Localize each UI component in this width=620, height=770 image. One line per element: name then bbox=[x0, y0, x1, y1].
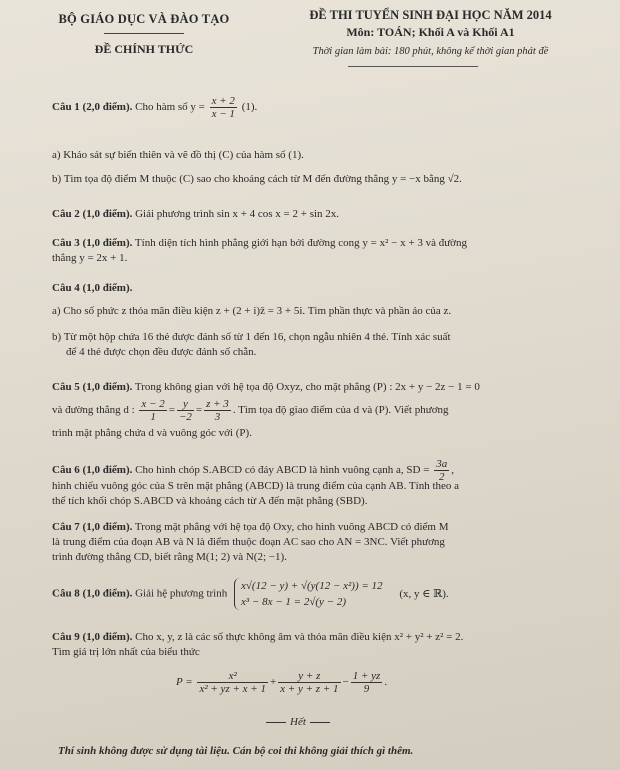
question-text: Cho x, y, z là các số thực không âm và thỏa mãn điều kiện x² + y² + z² = 2. bbox=[135, 631, 464, 643]
ministry-name: BỘ GIÁO DỤC VÀ ĐÀO TẠO bbox=[58, 12, 230, 26]
domain-note: (x, y ∈ ℝ). bbox=[399, 587, 449, 600]
question-text: Cho hàm số y = bbox=[135, 101, 208, 114]
divider bbox=[310, 722, 330, 723]
footer-note: Thí sinh không được sử dụng tài liệu. Cán bộ coi thi không giải thích gì thêm. bbox=[58, 745, 414, 757]
equation: x√(12 − y) + √(y(12 − x²)) = 12 bbox=[240, 580, 383, 592]
question-text: và đường thẳng d : bbox=[52, 404, 135, 417]
exam-subject: Môn: TOÁN; Khối A và Khối A1 bbox=[346, 25, 515, 39]
expression-p: P = $\frac{\text{x²}}{\text{x² + yz + x + 1}}$ + $\frac{y + z}{x + y + z + 1}$ − $\frac{1 + yz}{9}$ . bbox=[176, 670, 388, 695]
question-text: Trong mặt phẳng với hệ tọa độ Oxy, cho hình vuông ABCD có điểm M bbox=[134, 521, 449, 533]
fraction bbox=[351, 670, 383, 695]
question-text: Trong không gian với hệ tọa độ Oxyz, cho mặt phẳng (P) : 2x + y − 2z − 1 = 0 bbox=[134, 381, 480, 393]
denominator: x + y + z + 1 bbox=[280, 683, 339, 695]
question-text: Giải hệ phương trình bbox=[135, 587, 228, 600]
question-text: Cho hình chóp S.ABCD có đáy ABCD là hình vuông cạnh a, SD = bbox=[135, 464, 430, 477]
question-6-line3: thể tích khối chóp S.ABCD và khoảng cách từ A đến mặt phẳng (SBD). bbox=[52, 495, 368, 507]
fraction bbox=[197, 670, 268, 695]
numerator: z + 3 bbox=[206, 398, 229, 410]
equation: x³ − 8x − 1 = 2√(y − 2) bbox=[240, 596, 346, 608]
question-label: Câu 8 (1,0 điểm). bbox=[52, 587, 133, 600]
question-5-line3: trình mặt phẳng chứa d và vuông góc với (P). bbox=[52, 427, 252, 439]
question-text: trình đường thẳng CD, biết rằng M(1; 2) và N(2; −1). bbox=[52, 551, 287, 563]
equation-system bbox=[234, 578, 383, 610]
numerator: x² bbox=[197, 670, 268, 683]
question-text: . Tìm tọa độ giao điểm của d và (P). Viết phương bbox=[232, 404, 449, 417]
question-4b bbox=[52, 330, 451, 360]
expression-label: P = bbox=[176, 676, 193, 689]
end-text: Hết bbox=[290, 716, 306, 728]
exam-time: Thời gian làm bài: 180 phút, không kể thời gian phát đề bbox=[312, 46, 549, 57]
denominator: 3 bbox=[214, 411, 221, 423]
numerator: y + z bbox=[278, 670, 340, 683]
question-label: Câu 3 (1,0 điểm). bbox=[52, 237, 133, 249]
question-1a: a) Khảo sát sự biến thiên và vẽ đồ thị (C) của hàm số (1). bbox=[52, 149, 304, 161]
header-right bbox=[258, 8, 603, 57]
denominator: 9 bbox=[363, 683, 370, 695]
equation-tag: (1). bbox=[241, 101, 258, 114]
question-label: Câu 6 (1,0 điểm). bbox=[52, 464, 133, 477]
question-text: b) Từ một hộp chứa 16 thẻ được đánh số từ 1 đến 16, chọn ngẫu nhiên 4 thẻ. Tính xác suất bbox=[52, 331, 451, 343]
question-text: để 4 thẻ được chọn đều được đánh số chẵn. bbox=[66, 346, 257, 358]
question-7 bbox=[52, 520, 577, 565]
question-text: là trung điểm của đoạn AB và N là điểm thuộc đoạn AC sao cho AN = 3NC. Viết phương bbox=[52, 536, 445, 548]
numerator: x + 2 bbox=[211, 95, 235, 107]
numerator: 1 + yz bbox=[352, 670, 381, 682]
question-text: thẳng y = 2x + 1. bbox=[52, 252, 128, 264]
question-2 bbox=[52, 207, 339, 222]
question-label: Câu 4 (1,0 điểm). bbox=[52, 282, 133, 294]
question-label: Câu 1 (2,0 điểm). bbox=[52, 101, 133, 114]
question-1 bbox=[52, 95, 257, 120]
question-label: Câu 7 (1,0 điểm). bbox=[52, 521, 133, 533]
fraction bbox=[139, 398, 166, 423]
question-4a: a) Cho số phức z thỏa mãn điều kiện z + (2 + i)z̄ = 3 + 5i. Tìm phần thực và phần ảo của z. bbox=[52, 305, 452, 317]
question-text: Giải phương trình sin x + 4 cos x = 2 + sin 2x. bbox=[135, 208, 340, 220]
numerator: 3a bbox=[436, 458, 448, 470]
denominator: x² + yz + x + 1 bbox=[199, 683, 266, 695]
question-label: Câu 2 (1,0 điểm). bbox=[52, 208, 133, 220]
question-6-line2: hình chiếu vuông góc của S trên mặt phẳng (ABCD) là trung điểm của cạnh AB. Tính theo a bbox=[52, 480, 460, 492]
fraction bbox=[278, 670, 340, 695]
question-9 bbox=[52, 630, 577, 660]
header-left bbox=[44, 12, 244, 57]
question-3 bbox=[52, 236, 567, 266]
fraction bbox=[210, 95, 237, 120]
divider bbox=[104, 33, 184, 34]
denominator: 2 bbox=[438, 471, 445, 483]
exam-title: ĐỀ THI TUYỂN SINH ĐẠI HỌC NĂM 2014 bbox=[309, 8, 552, 22]
denominator: −2 bbox=[178, 411, 192, 423]
question-6: Câu 6 (1,0 điểm). Cho hình chóp S.ABCD có đáy ABCD là hình vuông cạnh a, SD = $\frac{3a}{2}$ , bbox=[52, 458, 454, 483]
numerator: x − 2 bbox=[141, 398, 165, 410]
question-text: Tìm giá trị lớn nhất của biểu thức bbox=[52, 646, 200, 658]
numerator: y bbox=[177, 398, 194, 411]
question-label: Câu 9 (1,0 điểm). bbox=[52, 631, 133, 643]
question-5-line2: và đường thẳng d : $\frac{x - 2}{1}$ = $\frac{y}{-2}$ = $\frac{z + 3}{3}$ . Tìm tọa độ giao điểm của d và (P). Viết phương bbox=[52, 398, 449, 423]
question-4 bbox=[52, 281, 132, 296]
fraction bbox=[204, 398, 231, 423]
question-label: Câu 5 (1,0 điểm). bbox=[52, 381, 133, 393]
question-1b: b) Tìm tọa độ điểm M thuộc (C) sao cho khoảng cách từ M đến đường thẳng y = −x bằng √2. bbox=[52, 173, 462, 185]
end-marker bbox=[262, 716, 334, 728]
fraction bbox=[177, 398, 194, 423]
denominator: 1 bbox=[150, 411, 156, 423]
official-label: ĐỀ CHÍNH THỨC bbox=[94, 42, 194, 56]
divider bbox=[266, 722, 286, 723]
divider bbox=[348, 66, 478, 67]
denominator: x − 1 bbox=[211, 108, 235, 120]
question-8 bbox=[52, 578, 577, 610]
question-text: Tính diện tích hình phẳng giới hạn bởi đường cong y = x² − x + 3 và đường bbox=[134, 237, 467, 249]
question-5 bbox=[52, 380, 577, 395]
